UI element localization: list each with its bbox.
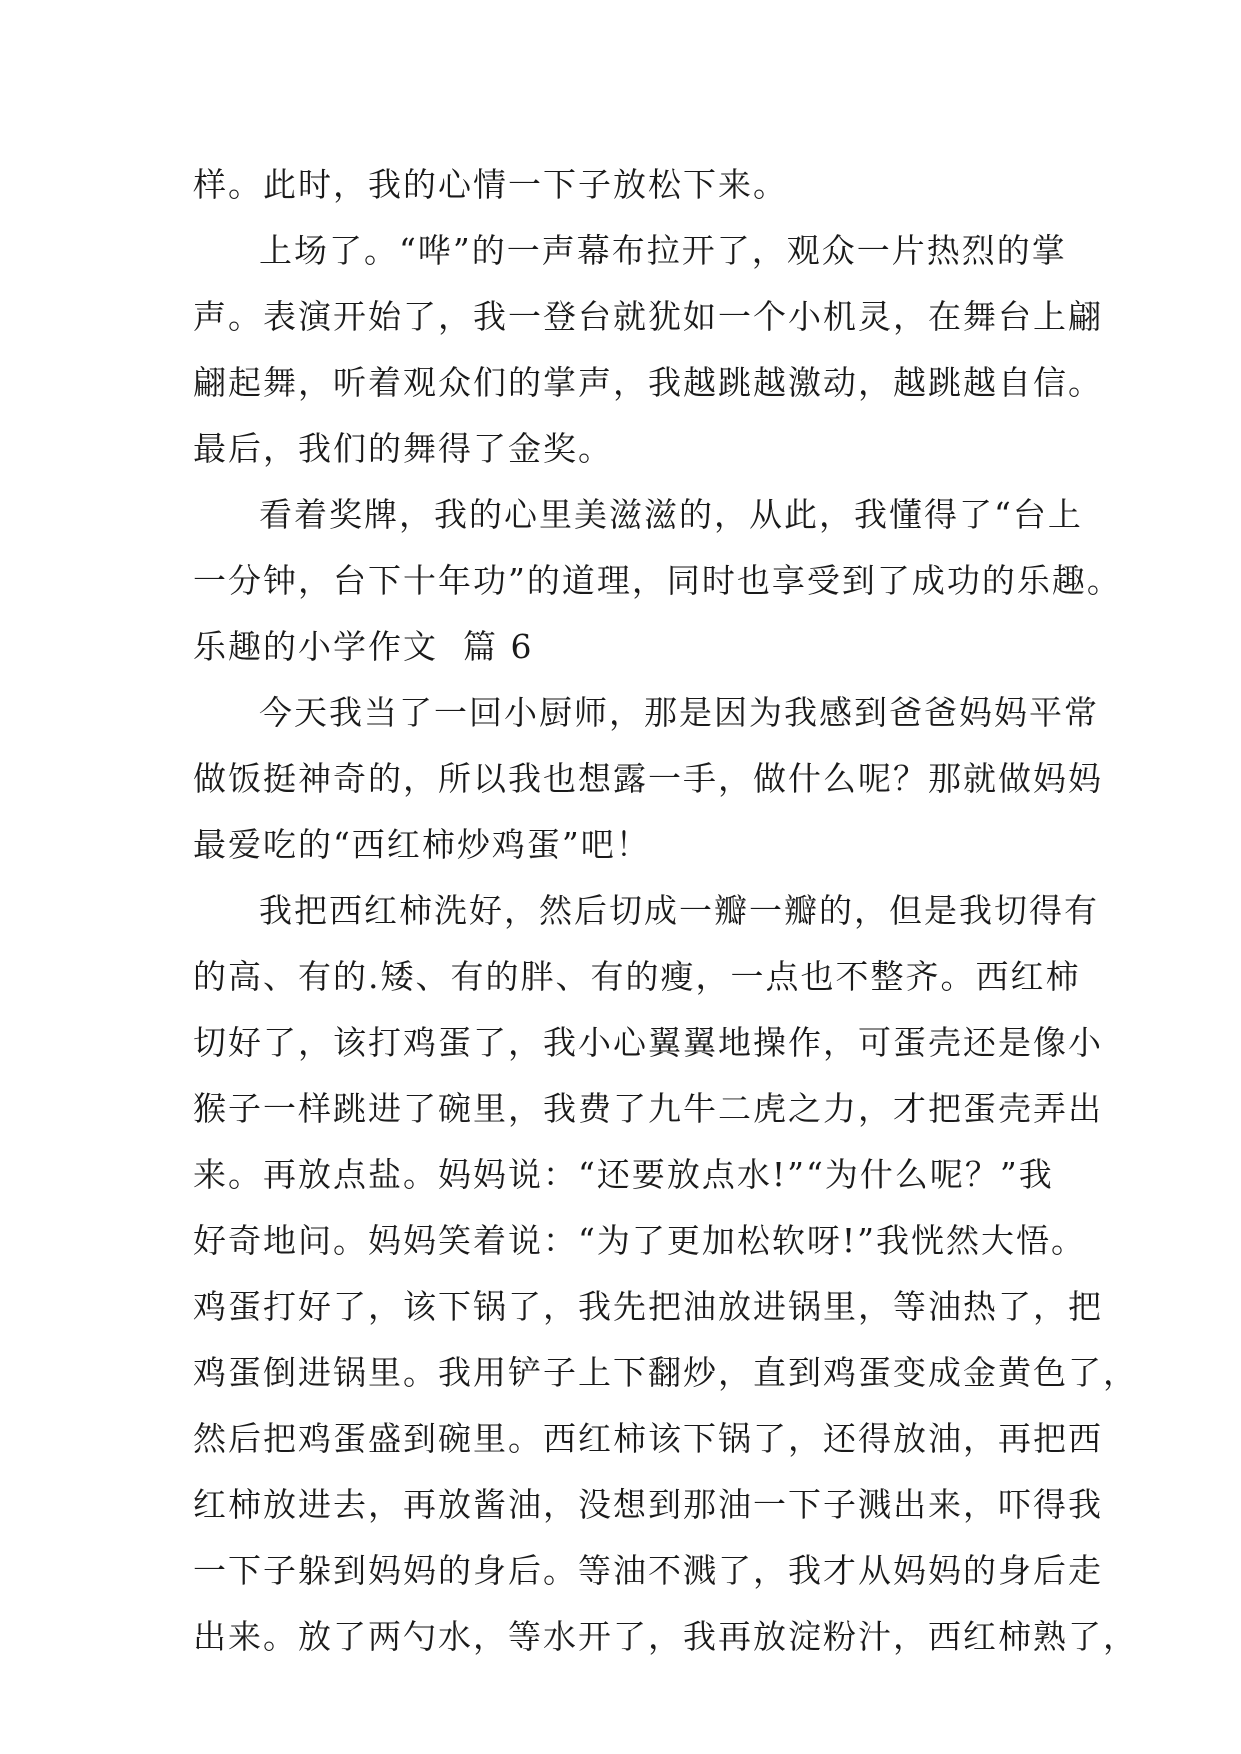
text-line: 一下子躲到妈妈的身后。等油不溅了，我才从妈妈的身后走 — [193, 1551, 1103, 1590]
text-line: 翩起舞，听着观众们的掌声，我越跳越激动，越跳越自信。 — [193, 363, 1103, 402]
text-line: 鸡蛋打好了，该下锅了，我先把油放进锅里，等油热了，把 — [193, 1287, 1103, 1326]
paragraph — [193, 878, 1138, 1736]
text-line: 声。表演开始了，我一登台就犹如一个小机灵，在舞台上翩 — [193, 297, 1103, 336]
text-line: 鸡蛋倒进锅里。我用铲子上下翻炒，直到鸡蛋变成金黄色了， — [193, 1353, 1138, 1392]
text-line: 样。此时，我的心情一下子放松下来。 — [193, 165, 788, 204]
text-line: 一分钟，台下十年功”的道理，同时也享受到了成功的乐趣。 — [193, 561, 1122, 600]
text-line: 猴子一样跳进了碗里，我费了九牛二虎之力，才把蛋壳弄出 — [193, 1089, 1103, 1128]
paragraph — [193, 482, 1122, 614]
text-line: 出来。放了两勺水，等水开了，我再放淀粉汁，西红柿熟了， — [193, 1617, 1138, 1656]
text-line: 我把西红柿洗好，然后切成一瓣一瓣的，但是我切得有 — [259, 891, 1099, 930]
text-line: 上场了。“哗”的一声幕布拉开了，观众一片热烈的掌 — [259, 231, 1067, 270]
section-heading: 乐趣的小学作文 篇 6 — [193, 627, 534, 666]
text-line: 好奇地问。妈妈笑着说：“为了更加松软呀!”我恍然大悟。 — [193, 1221, 1087, 1260]
text-line: 最后，我们的舞得了金奖。 — [193, 429, 613, 468]
text-line: 的高、有的.矮、有的胖、有的瘦，一点也不整齐。西红柿 — [193, 957, 1081, 996]
essay-section — [193, 614, 1138, 1736]
paragraph — [193, 218, 1103, 482]
text-line: 来。再放点盐。妈妈说：“还要放点水!”“为什么呢？”我 — [193, 1155, 1054, 1194]
continued-essay-text — [193, 152, 1122, 614]
text-line: 然后把鸡蛋盛到碗里。西红柿该下锅了，还得放油，再把西 — [193, 1419, 1103, 1458]
paragraph — [193, 680, 1103, 878]
text-line: 切好了，该打鸡蛋了，我小心翼翼地操作，可蛋壳还是像小 — [193, 1023, 1103, 1062]
text-line: 今天我当了一回小厨师，那是因为我感到爸爸妈妈平常 — [259, 693, 1099, 732]
text-line: 看着奖牌，我的心里美滋滋的，从此，我懂得了“台上 — [259, 495, 1083, 534]
text-line — [193, 1670, 1073, 1736]
paragraph — [193, 152, 1073, 218]
text-line: 红柿放进去，再放酱油，没想到那油一下子溅出来，吓得我 — [193, 1485, 1103, 1524]
text-line: 最爱吃的“西红柿炒鸡蛋”吧！ — [193, 825, 651, 864]
text-line: 做饭挺神奇的，所以我也想露一手，做什么呢？那就做妈妈 — [193, 759, 1103, 798]
